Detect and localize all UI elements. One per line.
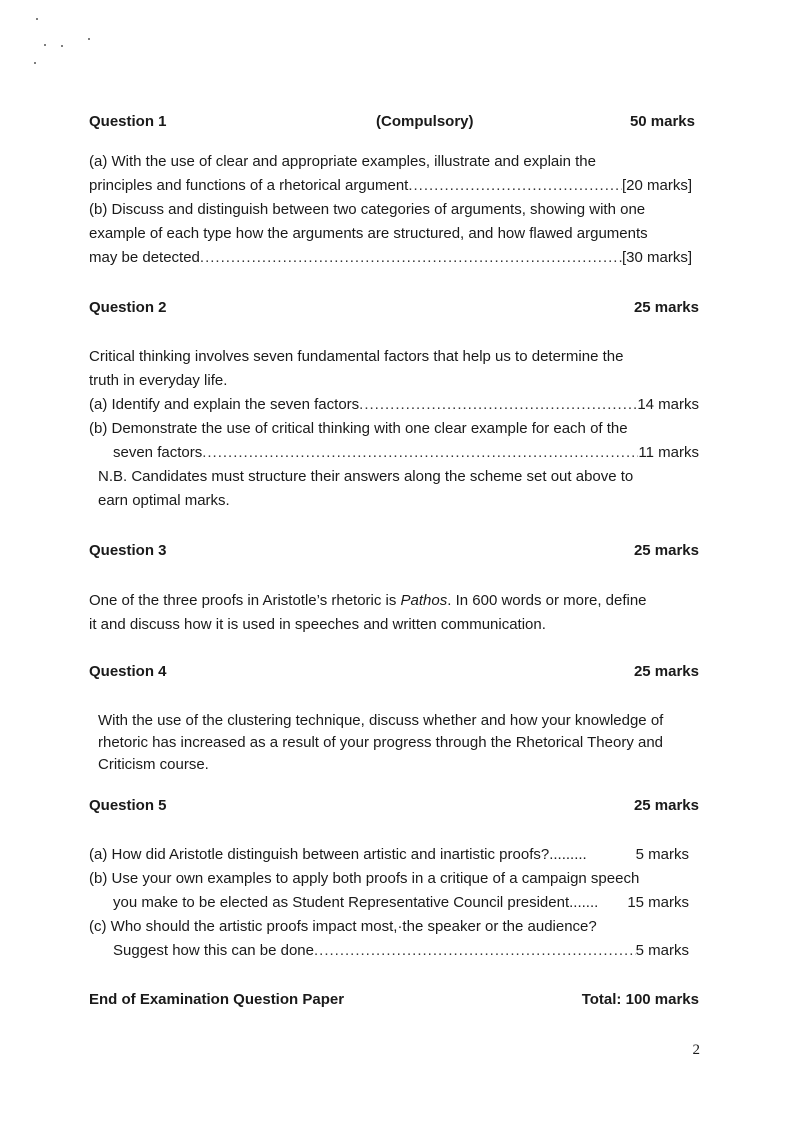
q2-part-a-marks: 14 marks bbox=[637, 396, 699, 413]
dot-leader bbox=[408, 174, 622, 198]
question-marks: 25 marks bbox=[633, 797, 699, 814]
question-4-body bbox=[98, 710, 700, 776]
q1-part-b-line: example of each type how the arguments are structured, and how flawed arguments bbox=[89, 225, 648, 242]
scan-speck bbox=[88, 38, 90, 40]
dot-leader bbox=[314, 939, 636, 963]
q1-part-b-line bbox=[89, 246, 692, 270]
scan-speck bbox=[34, 62, 36, 64]
paper-footer bbox=[89, 988, 699, 1012]
q2-part-b-text: seven factors bbox=[113, 444, 203, 461]
question-5-heading bbox=[89, 794, 699, 818]
q5-part-c-text: Suggest how this can be done bbox=[113, 942, 314, 959]
q5-part-a-marks: 5 marks bbox=[635, 846, 689, 863]
scan-speck bbox=[36, 18, 38, 20]
q2-note-line: earn optimal marks. bbox=[98, 492, 230, 509]
q4-line: With the use of the clustering technique, discuss whether and how your knowledge of bbox=[98, 712, 664, 729]
q1-part-a-marks: [20 marks] bbox=[621, 177, 692, 194]
dot-leader bbox=[202, 441, 638, 465]
question-marks: 25 marks bbox=[633, 542, 699, 559]
q3-text: . In 600 words or more, define bbox=[447, 592, 647, 609]
q1-part-a-line bbox=[89, 174, 692, 198]
question-title: Question 4 bbox=[89, 663, 167, 680]
question-5-body bbox=[89, 843, 689, 963]
compulsory-note: (Compulsory) bbox=[376, 113, 474, 130]
pathos-term: Pathos bbox=[400, 592, 448, 609]
question-1-body bbox=[89, 150, 692, 270]
q5-part-c-marks: 5 marks bbox=[635, 942, 689, 959]
q1-part-b-marks: [30 marks] bbox=[621, 249, 692, 266]
q3-line: it and discuss how it is used in speeches and written communication. bbox=[89, 616, 546, 633]
question-marks: 25 marks bbox=[633, 663, 699, 680]
question-2-heading bbox=[89, 296, 699, 320]
q5-part-a-text: (a) How did Aristotle distinguish between artistic and inartistic proofs?......... bbox=[89, 846, 587, 863]
question-2-body bbox=[89, 345, 699, 513]
question-title: Question 1 bbox=[89, 113, 167, 130]
q2-part-a-line bbox=[89, 393, 699, 417]
q5-part-b-text: you make to be elected as Student Representative Council president....... bbox=[113, 894, 599, 911]
dot-leader bbox=[359, 393, 637, 417]
question-4-heading bbox=[89, 660, 699, 684]
dot-leader bbox=[200, 246, 622, 270]
question-marks: 25 marks bbox=[633, 299, 699, 316]
q2-note-line: N.B. Candidates must structure their answers along the scheme set out above to bbox=[98, 468, 634, 485]
end-of-paper-label: End of Examination Question Paper bbox=[89, 991, 345, 1008]
q5-part-c-line: (c) Who should the artistic proofs impact most,·the speaker or the audience? bbox=[89, 918, 597, 935]
q5-part-b-marks: 15 marks bbox=[627, 894, 689, 911]
q3-line bbox=[89, 589, 699, 613]
q2-part-a-text: (a) Identify and explain the seven factors bbox=[89, 396, 360, 413]
question-marks: 50 marks bbox=[629, 113, 695, 130]
q5-part-a-line bbox=[89, 843, 689, 867]
q1-part-a-text: principles and functions of a rhetorical argument bbox=[89, 177, 409, 194]
q5-part-c-line bbox=[89, 939, 689, 963]
q2-part-b-line bbox=[89, 441, 699, 465]
q3-text: One of the three proofs in Aristotle’s rhetoric is bbox=[89, 592, 401, 609]
question-3-body bbox=[89, 589, 699, 637]
q1-part-a-line: (a) With the use of clear and appropriate examples, illustrate and explain the bbox=[89, 153, 596, 170]
q1-part-b-text: may be detected bbox=[89, 249, 200, 266]
q2-part-b-marks: 11 marks bbox=[638, 444, 699, 461]
q5-part-b-line bbox=[89, 891, 689, 915]
q1-part-b-line: (b) Discuss and distinguish between two categories of arguments, showing with one bbox=[89, 201, 646, 218]
scan-speck bbox=[44, 44, 46, 46]
page-number: 2 bbox=[692, 1042, 700, 1058]
question-3-heading bbox=[89, 539, 699, 563]
q2-intro-line: truth in everyday life. bbox=[89, 372, 228, 389]
question-1-heading bbox=[89, 110, 695, 134]
scan-speck bbox=[61, 45, 63, 47]
q2-intro-line: Critical thinking involves seven fundamental factors that help us to determine the bbox=[89, 348, 624, 365]
question-title: Question 3 bbox=[89, 542, 167, 559]
question-title: Question 5 bbox=[89, 797, 167, 814]
question-title: Question 2 bbox=[89, 299, 167, 316]
q2-part-b-line: (b) Demonstrate the use of critical thinking with one clear example for each of the bbox=[89, 420, 628, 437]
q4-line: Criticism course. bbox=[98, 756, 209, 773]
q5-part-b-line: (b) Use your own examples to apply both proofs in a critique of a campaign speech bbox=[89, 870, 640, 887]
q4-line: rhetoric has increased as a result of your progress through the Rhetorical Theory and bbox=[98, 734, 664, 751]
total-marks-label: Total: 100 marks bbox=[581, 991, 699, 1008]
